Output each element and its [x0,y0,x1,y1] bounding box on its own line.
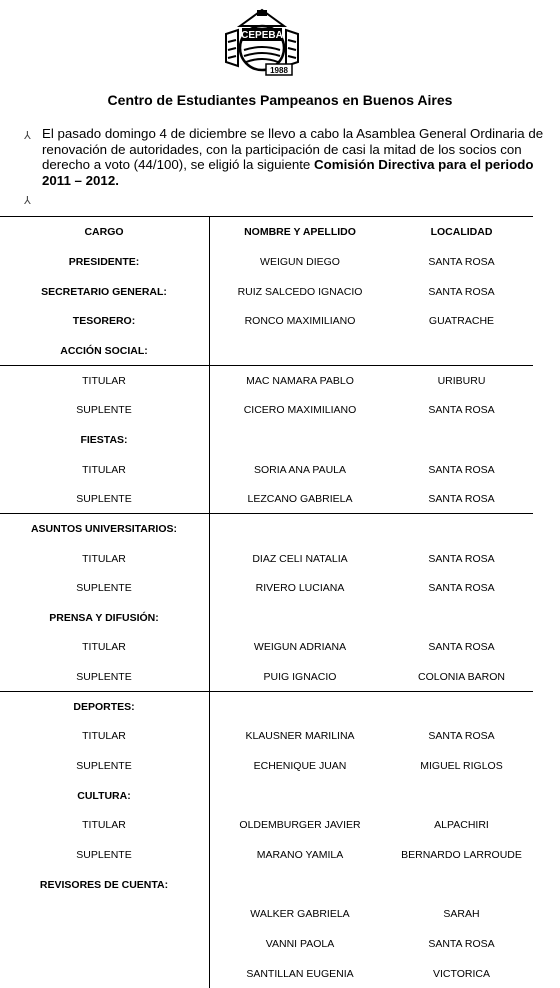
cell-nombre: SANTILLAN EUGENIA [246,967,354,980]
table-row [0,968,560,988]
table-row [0,523,560,543]
table-row [0,849,560,869]
cell-cargo: SUPLENTE [76,493,132,506]
cell-cargo: REVISORES DE CUENTA: [39,878,169,891]
cell-localidad: GUATRACHE [428,315,495,328]
intro-bold-text: Comisión Directiva para el periodo [314,157,534,173]
cell-nombre: DIAZ CELI NATALIA [252,552,348,565]
cell-nombre: KLAUSNER MARILINA [245,730,355,743]
cell-cargo: SUPLENTE [76,582,132,595]
cell-cargo: TITULAR [82,730,126,743]
intro-period: 2011 – 2012. [42,172,119,188]
table-header-row [0,226,560,246]
cell-cargo: ASUNTOS UNIVERSITARIOS: [30,522,178,535]
cell-nombre: CICERO MAXIMILIANO [243,404,357,417]
table-rule [0,365,533,366]
table-row [0,701,560,721]
cepeba-logo [220,4,304,88]
intro-line: El pasado domingo 4 de diciembre se llevo a cabo la Asamblea General Ordinaria de [42,126,544,141]
cell-nombre: RIVERO LUCIANA [255,582,345,595]
cell-nombre: LEZCANO GABRIELA [247,493,353,506]
cell-nombre: MAC NAMARA PABLO [246,374,354,387]
cell-localidad: SANTA ROSA [428,493,495,506]
cell-localidad: BERNARDO LARROUDE [401,849,522,861]
table-row [0,315,560,335]
svg-text:CEPEBA: CEPEBA [241,30,283,41]
table-row [0,493,560,513]
cell-nombre: WEIGUN DIEGO [260,256,340,268]
cell-localidad: VICTORICA [433,967,490,980]
table-row [0,345,560,365]
cell-localidad: SANTA ROSA [428,463,495,476]
cell-cargo: FIESTAS: [80,433,128,446]
cell-localidad: SANTA ROSA [428,256,495,268]
cell-localidad: MIGUEL RIGLOS [420,760,503,773]
cell-nombre: OLDEMBURGER JAVIER [239,819,361,832]
table-row [0,286,560,306]
cell-localidad: SANTA ROSA [428,404,495,417]
table-row [0,256,560,276]
table-row [0,760,560,780]
cell-localidad: SANTA ROSA [428,582,495,595]
table-row [0,908,560,928]
cell-cargo: TITULAR [82,374,126,387]
cell-localidad: SANTA ROSA [428,937,495,950]
intro-paragraph [42,126,560,188]
header-nombre: NOMBRE Y APELLIDO [244,226,356,238]
cell-cargo: TITULAR [82,641,126,654]
cell-cargo: ACCIÓN SOCIAL: [60,344,148,357]
cell-localidad: SANTA ROSA [428,641,495,654]
table-row [0,730,560,750]
table-row [0,879,560,899]
cell-cargo: SUPLENTE [76,849,132,861]
cell-localidad: URIBURU [437,374,486,387]
cell-nombre: ECHENIQUE JUAN [253,760,347,773]
cell-cargo: TITULAR [82,552,126,565]
cell-localidad: SANTA ROSA [428,730,495,743]
bullet-icon: ⅄ [24,130,31,142]
bullet-icon: ⅄ [24,195,31,207]
cell-nombre: PUIG IGNACIO [263,671,337,684]
table-row [0,404,560,424]
table-row [0,612,560,632]
cell-localidad: COLONIA BARON [418,671,505,684]
table-rule [0,216,533,217]
intro-line [42,173,560,189]
cell-cargo: SUPLENTE [76,404,132,417]
svg-text:1988: 1988 [270,66,288,75]
cell-cargo: SUPLENTE [76,671,132,684]
table-row [0,819,560,839]
cell-cargo: TITULAR [82,463,126,476]
table-row [0,938,560,958]
cell-localidad: SARAH [443,908,480,921]
cell-cargo: PRENSA Y DIFUSIÓN: [49,611,159,624]
header-cargo: CARGO [84,226,124,238]
page-title: Centro de Estudiantes Pampeanos en Buenos Aires [107,92,453,108]
cell-cargo: TESORERO: [72,315,136,328]
cell-nombre: WALKER GABRIELA [250,908,350,921]
intro-line [42,157,560,173]
cell-localidad: SANTA ROSA [428,552,495,565]
cell-localidad: SANTA ROSA [428,285,495,298]
table-row [0,375,560,395]
table-row [0,641,560,661]
cell-cargo: SUPLENTE [76,760,132,773]
cell-cargo: CULTURA: [77,789,131,802]
cell-nombre: SORIA ANA PAULA [253,463,346,476]
cell-nombre: RUIZ SALCEDO IGNACIO [237,285,363,298]
intro-line: renovación de autoridades, con la participación de casi la mitad de los socios con [42,141,522,157]
cell-nombre: WEIGUN ADRIANA [253,641,347,654]
cell-nombre: RONCO MAXIMILIANO [244,315,356,328]
table-row [0,790,560,810]
cell-cargo: DEPORTES: [73,700,135,713]
cell-cargo: TITULAR [82,819,126,832]
cell-cargo: SECRETARIO GENERAL: [41,285,167,298]
table-rule [0,691,533,692]
table-row [0,434,560,454]
table-row [0,553,560,573]
table-row [0,582,560,602]
intro-text: derecho a voto (44/100), se eligió la siguiente [42,157,315,173]
table-row [0,464,560,484]
cell-cargo: PRESIDENTE: [68,256,140,268]
cell-nombre: MARANO YAMILA [256,849,344,861]
cell-localidad: ALPACHIRI [434,819,489,832]
cell-nombre: VANNI PAOLA [265,937,335,950]
header-localidad: LOCALIDAD [430,226,493,238]
table-row [0,671,560,691]
